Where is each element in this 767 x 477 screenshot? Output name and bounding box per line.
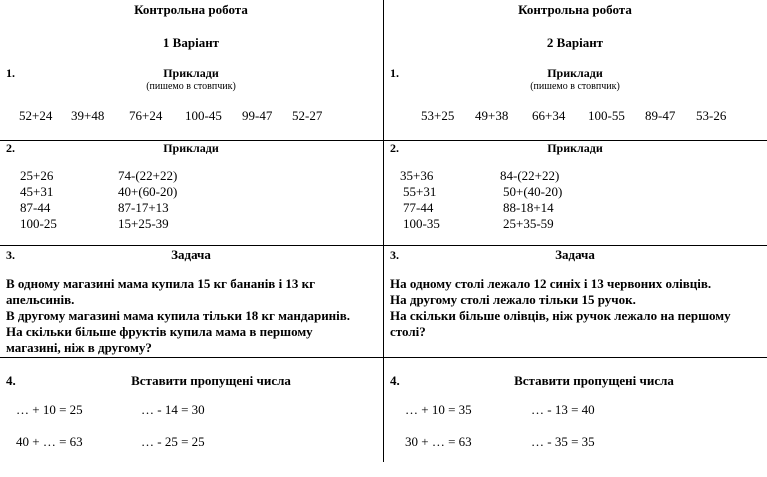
variant-name: 1 Варіант [162,35,220,50]
example-item: 100-35 [403,216,440,231]
fill-in-item: 30 + … = 63 [405,434,472,449]
section-heading: Вставити пропущені числа [131,373,291,388]
section-number: 3. [390,248,399,262]
task-text-line: На одному столі лежало 12 синіх і 13 червоних олівців. [390,276,712,291]
variant-name: 2 Варіант [546,35,604,50]
section-number: 1. [6,66,15,80]
example-item: 77-44 [403,200,434,215]
example-item: 89-47 [645,108,676,123]
divider-1 [0,140,767,141]
section-number: 2. [6,141,15,155]
section-number: 2. [390,141,399,155]
fill-in-item: 40 + … = 63 [16,434,83,449]
example-item: 52+24 [19,108,53,123]
example-item: 40+(60-20) [118,184,178,199]
section-number: 3. [6,248,15,262]
task-text-line: На другому столі лежало тільки 15 ручок. [390,292,636,307]
example-item: 39+48 [71,108,105,123]
task-text-line: На скільки більше олівців, ніж ручок лежало на першому [390,308,731,323]
section-number: 4. [6,373,16,388]
example-item: 84-(22+22) [500,168,560,183]
fill-in-item: … - 35 = 35 [531,434,595,449]
example-item: 53-26 [696,108,727,123]
section-heading: Приклади [163,66,219,80]
section-number: 1. [390,66,399,80]
example-item: 52-27 [292,108,323,123]
example-item: 100-45 [185,108,222,123]
section-subheading: (пишемо в стовпчик) [530,81,620,92]
column-divider [383,0,384,462]
example-item: 15+25-39 [118,216,169,231]
section-heading: Задача [555,247,595,262]
task-text-line: На скільки більше фруктів купила мама в першому [6,324,313,339]
example-item: 66+34 [532,108,566,123]
example-item: 74-(22+22) [118,168,178,183]
title: Контрольна робота [518,2,632,17]
section-heading: Приклади [547,141,603,155]
example-item: 45+31 [20,184,54,199]
fill-in-item: … - 14 = 30 [141,402,205,417]
task-text-line: В другому магазині мама купила тільки 18 кг мандаринів. [6,308,351,323]
example-item: 50+(40-20) [503,184,563,199]
section-heading: Приклади [547,66,603,80]
example-item: 100-55 [588,108,625,123]
example-item: 99-47 [242,108,273,123]
example-item: 35+36 [400,168,434,183]
divider-3 [0,357,767,358]
example-item: 76+24 [129,108,163,123]
example-item: 49+38 [475,108,509,123]
divider-2 [0,245,767,246]
fill-in-item: … + 10 = 35 [405,402,472,417]
title: Контрольна робота [134,2,248,17]
task-text-line: апельсинів. [6,292,75,307]
task-text-line: магазині, ніж в другому? [6,340,152,355]
example-item: 55+31 [403,184,437,199]
section-heading: Приклади [163,141,219,155]
example-item: 88-18+14 [503,200,554,215]
section-heading: Задача [171,247,211,262]
section-number: 4. [390,373,400,388]
task-text-line: столі? [390,324,426,339]
example-item: 87-17+13 [118,200,169,215]
example-item: 100-25 [20,216,57,231]
fill-in-item: … - 13 = 40 [531,402,595,417]
section-heading: Вставити пропущені числа [514,373,674,388]
example-item: 25+35-59 [503,216,554,231]
example-item: 87-44 [20,200,51,215]
fill-in-item: … + 10 = 25 [16,402,83,417]
example-item: 53+25 [421,108,455,123]
example-item: 25+26 [20,168,54,183]
fill-in-item: … - 25 = 25 [141,434,205,449]
section-subheading: (пишемо в стовпчик) [146,81,236,92]
task-text-line: В одному магазині мама купила 15 кг бананів і 13 кг [6,276,316,291]
